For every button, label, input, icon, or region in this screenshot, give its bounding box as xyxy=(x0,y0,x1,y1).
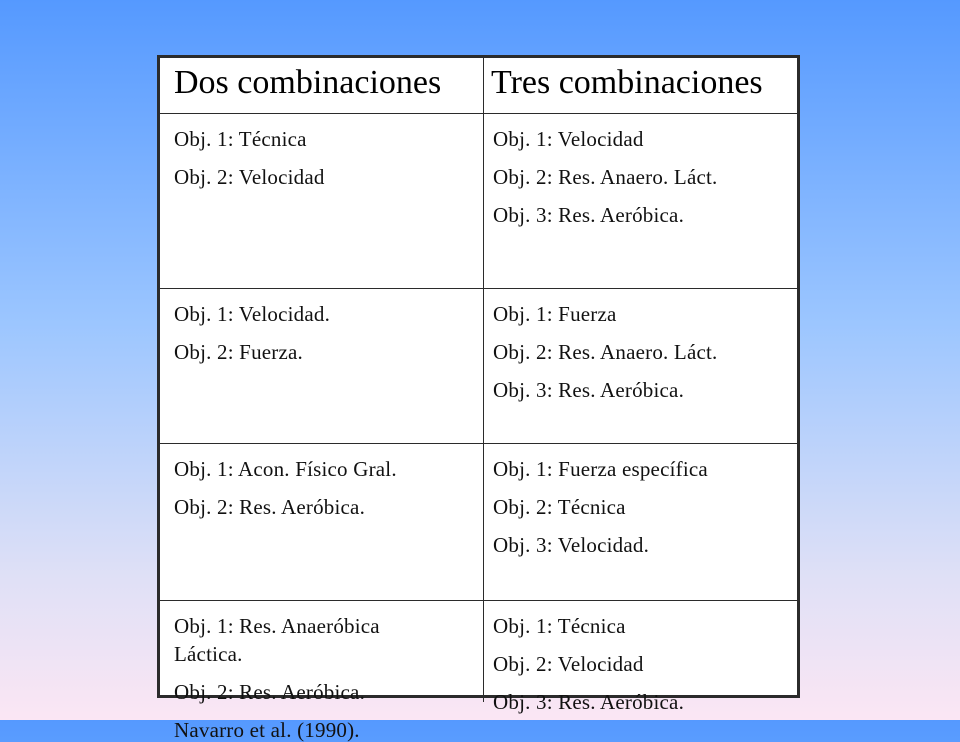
comparison-table xyxy=(157,55,800,742)
cell-line: Obj. 2: Res. Anaero. Láct. xyxy=(493,165,718,189)
table-cell xyxy=(484,114,797,289)
table-cell xyxy=(484,444,797,601)
table-row xyxy=(160,113,797,289)
cell-line: Obj. 1: Técnica xyxy=(493,614,626,638)
header-dos-combinaciones: Dos combinaciones xyxy=(160,58,484,113)
cell-line: Obj. 1: Técnica xyxy=(174,127,307,151)
cell-line: Obj. 1: Velocidad. xyxy=(174,302,331,326)
table-row xyxy=(160,600,797,742)
table-header-row xyxy=(160,58,797,113)
cell-line: Obj. 2: Fuerza. xyxy=(174,340,303,364)
citation-text: Navarro et al. (1990). xyxy=(174,718,360,742)
cell-line: Obj. 2: Velocidad xyxy=(174,165,325,189)
cell-line: Obj. 3: Velocidad. xyxy=(493,533,650,557)
table-row xyxy=(160,288,797,444)
table-cell xyxy=(160,601,484,742)
cell-line: Obj. 2: Res. Aeróbica. xyxy=(174,680,366,704)
cell-line: Obj. 2: Res. Aeróbica. xyxy=(174,495,366,519)
cell-line: Obj. 2: Técnica xyxy=(493,495,626,519)
header-tres-combinaciones: Tres combinaciones xyxy=(491,64,763,101)
table-cell xyxy=(484,601,797,714)
cell-line: Obj. 3: Res. Aeróbica. xyxy=(493,203,685,227)
cell-line: Obj. 1: Fuerza específica xyxy=(493,457,708,481)
cell-line: Obj. 1: Res. Anaeróbica xyxy=(174,614,380,638)
table-cell xyxy=(160,289,484,444)
cell-line: Obj. 1: Velocidad xyxy=(493,127,644,151)
cell-line: Obj. 3: Res. Aeróbica. xyxy=(493,690,685,714)
table-cell xyxy=(160,444,484,601)
cell-line: Obj. 1: Fuerza xyxy=(493,302,617,326)
table-cell xyxy=(484,289,797,444)
cell-line: Obj. 2: Velocidad xyxy=(493,652,644,676)
cell-line: Obj. 1: Acon. Físico Gral. xyxy=(174,457,397,481)
cell-line: Láctica. xyxy=(174,642,243,666)
table-row xyxy=(160,443,797,601)
table-cell xyxy=(160,114,484,289)
cell-line: Obj. 2: Res. Anaero. Láct. xyxy=(493,340,718,364)
cell-line: Obj. 3: Res. Aeróbica. xyxy=(493,378,685,402)
